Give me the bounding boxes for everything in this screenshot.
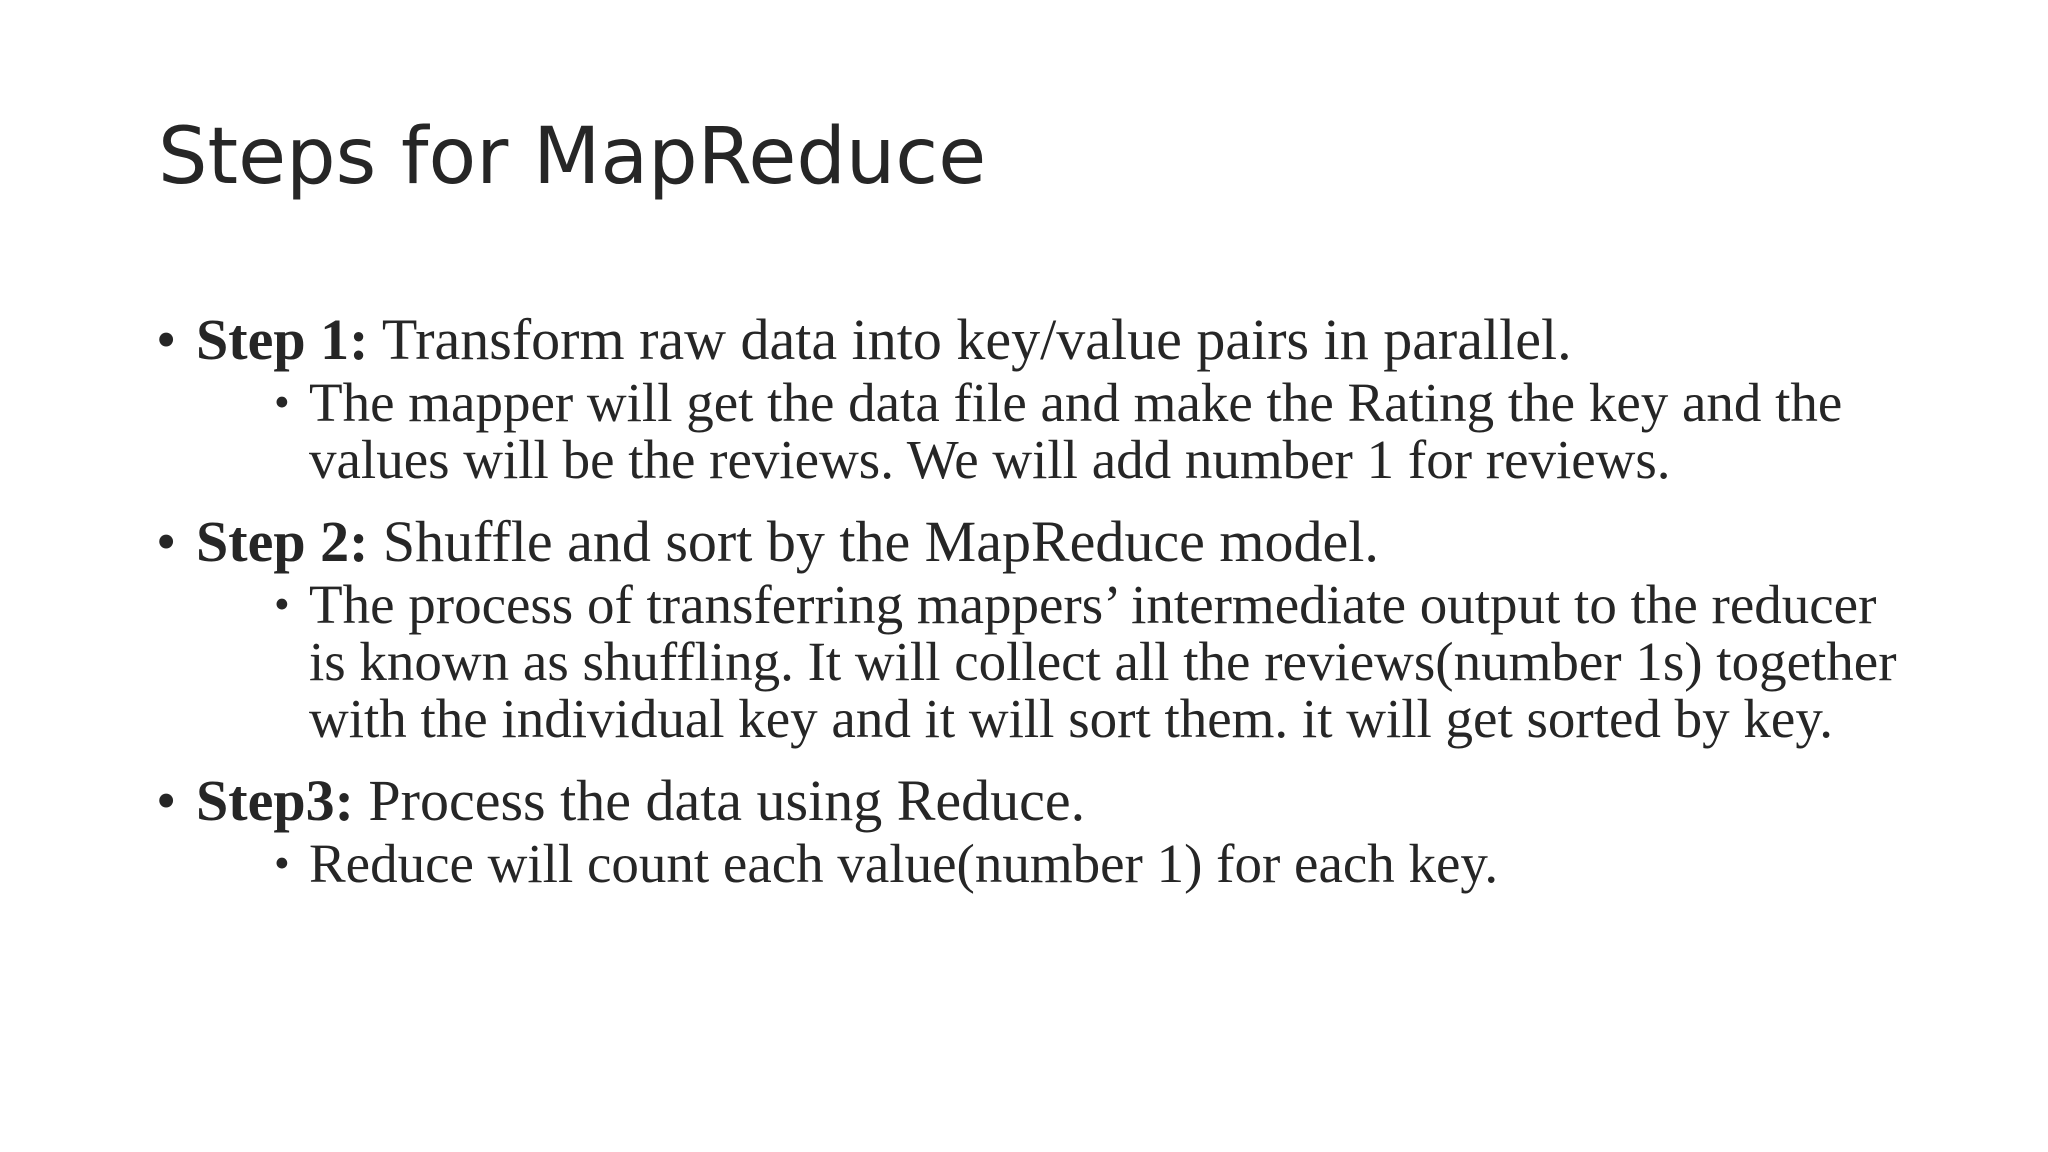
sub-bullet-icon: • xyxy=(274,579,290,629)
slide-body xyxy=(156,307,1916,894)
step-label: Step 2: xyxy=(196,509,369,574)
step-text: Shuffle and sort by the MapReduce model. xyxy=(368,509,1379,574)
sub-bullet-text: The mapper will get the data file and make the Rating the key and the values will be the reviews. We will add number 1 for reviews. xyxy=(309,372,1843,490)
step-text: Transform raw data into key/value pairs in parallel. xyxy=(368,307,1572,372)
sub-bullet-step-2 xyxy=(274,576,1916,747)
bullet-step-2 xyxy=(156,509,1916,574)
bullet-step-3 xyxy=(156,768,1916,833)
sub-bullet-step-3 xyxy=(274,835,1916,892)
sub-bullet-step-1 xyxy=(274,374,1916,488)
sub-bullet-icon: • xyxy=(274,377,290,427)
sub-bullet-text: Reduce will count each value(number 1) for each key. xyxy=(309,833,1499,894)
bullet-step-1 xyxy=(156,307,1916,372)
sub-bullet-text: The process of transferring mappers’ intermediate output to the reducer is known as shuffling. It will collect all the reviews(number 1s) together with the individual key and it will sort them. it will get sorted by key. xyxy=(309,574,1897,749)
step-label: Step3: xyxy=(196,768,354,833)
sub-bullet-icon: • xyxy=(274,838,290,888)
bullet-icon: • xyxy=(156,307,177,372)
slide-title: Steps for MapReduce xyxy=(158,112,987,202)
bullet-icon: • xyxy=(156,768,177,833)
step-text: Process the data using Reduce. xyxy=(353,768,1086,833)
bullet-icon: • xyxy=(156,509,177,574)
step-label: Step 1: xyxy=(196,307,369,372)
